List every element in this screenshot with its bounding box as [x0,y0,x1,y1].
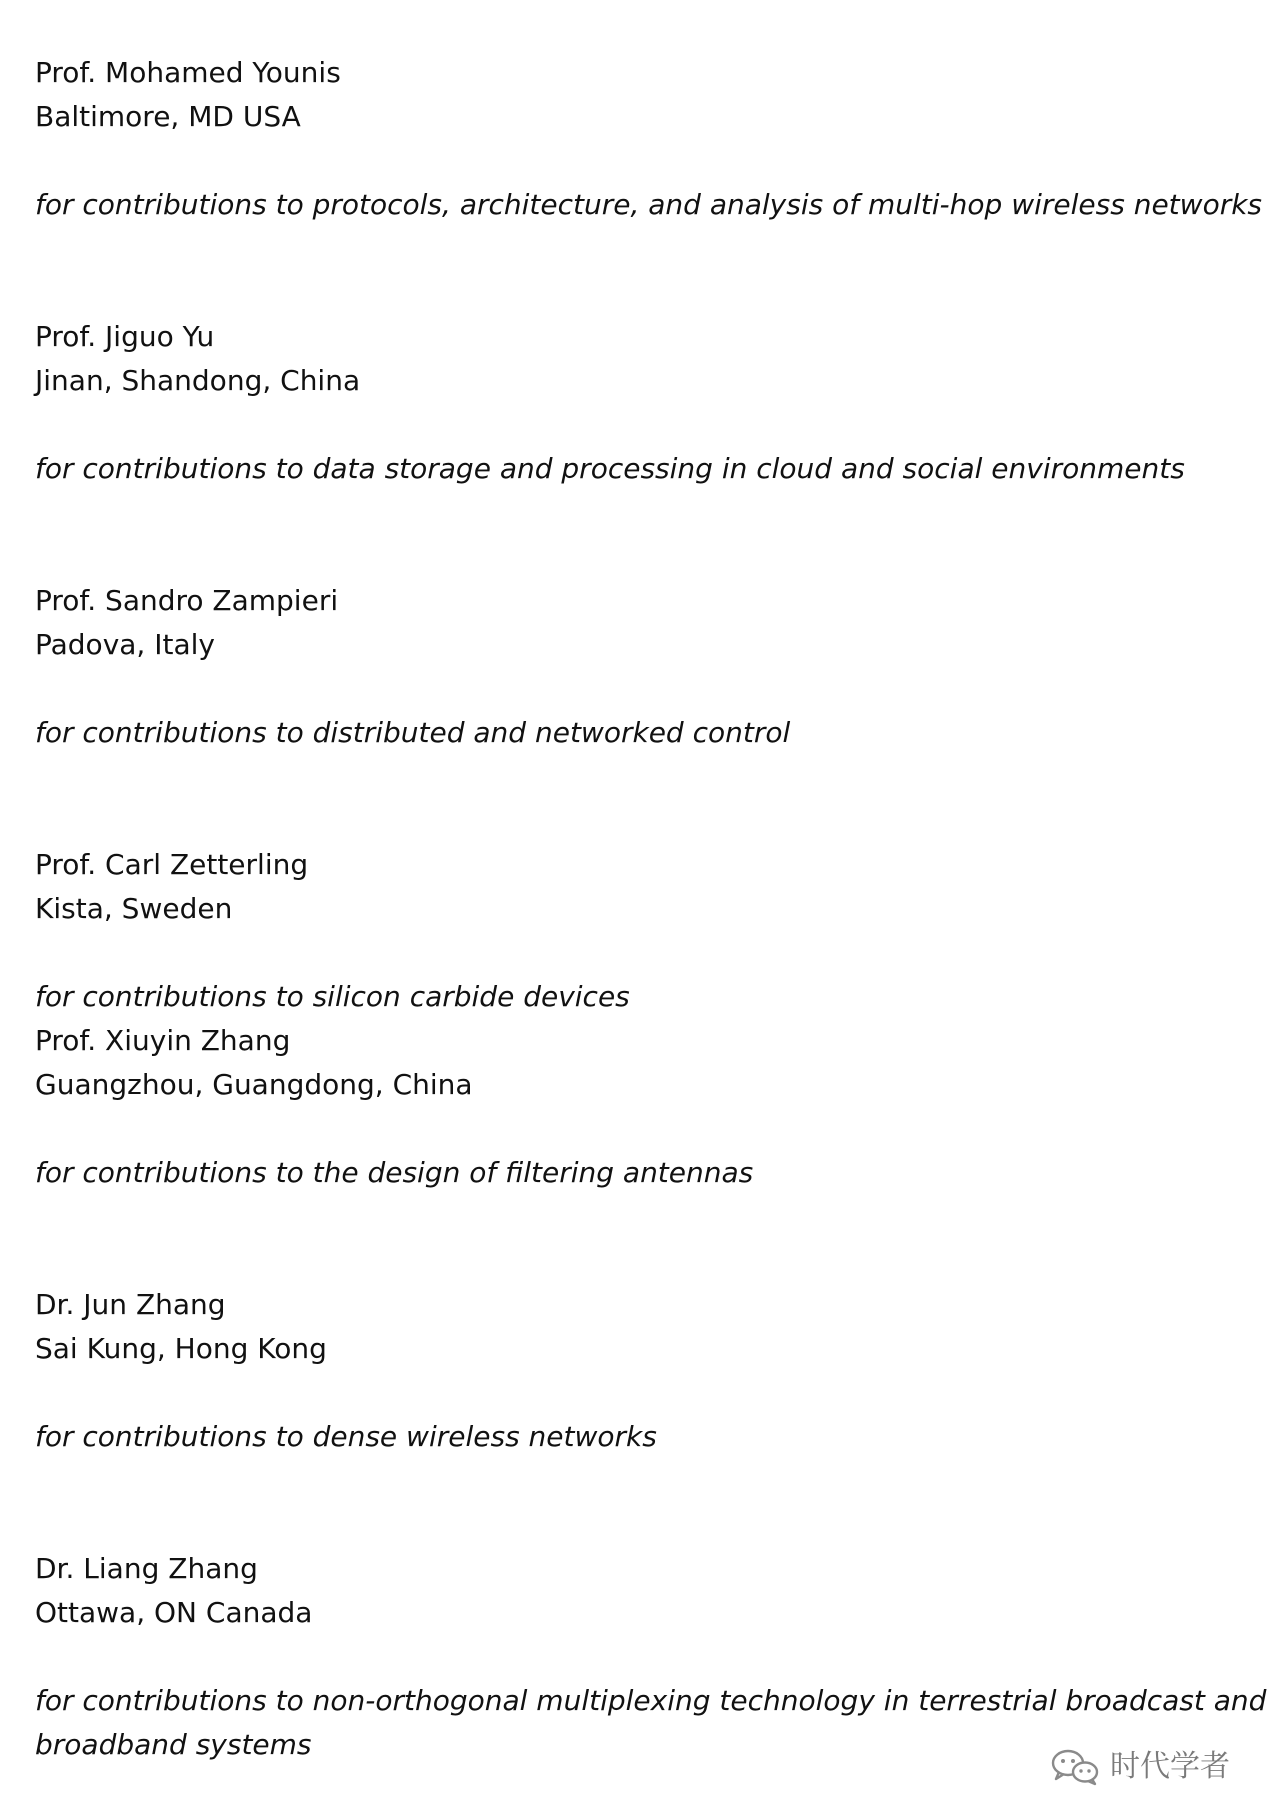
fellow-citation: for contributions to protocols, architecture, and analysis of multi-hop wireless networks [35,188,1263,221]
fellow-location: Ottawa, ON Canada [35,1596,313,1629]
fellow-citation-continued: broadband systems [35,1728,312,1761]
fellow-citation: for contributions to dense wireless networks [35,1420,657,1453]
fellow-name: Dr. Jun Zhang [35,1288,226,1321]
fellow-citation: for contributions to distributed and networked control [35,716,791,749]
fellow-citation: for contributions to data storage and processing in cloud and social environments [35,452,1185,485]
fellow-citation: for contributions to the design of filtering antennas [35,1156,754,1189]
fellow-citation: for contributions to non-orthogonal multiplexing technology in terrestrial broadcast and [35,1684,1267,1717]
fellow-location: Guangzhou, Guangdong, China [35,1068,473,1101]
wechat-icon [1050,1747,1100,1787]
fellow-name: Prof. Sandro Zampieri [35,584,339,617]
watermark [1050,1745,1230,1789]
fellow-location: Kista, Sweden [35,892,233,925]
fellow-location: Sai Kung, Hong Kong [35,1332,327,1365]
fellow-location: Jinan, Shandong, China [35,364,361,397]
fellow-citation: for contributions to silicon carbide devices [35,980,630,1013]
fellow-name: Prof. Mohamed Younis [35,56,341,89]
fellow-name: Prof. Xiuyin Zhang [35,1024,291,1057]
fellow-location: Baltimore, MD USA [35,100,301,133]
fellow-name: Prof. Carl Zetterling [35,848,309,881]
fellow-location: Padova, Italy [35,628,215,661]
watermark-text: 时代学者 [1110,1749,1230,1784]
fellow-name: Dr. Liang Zhang [35,1552,258,1585]
fellow-name: Prof. Jiguo Yu [35,320,215,353]
